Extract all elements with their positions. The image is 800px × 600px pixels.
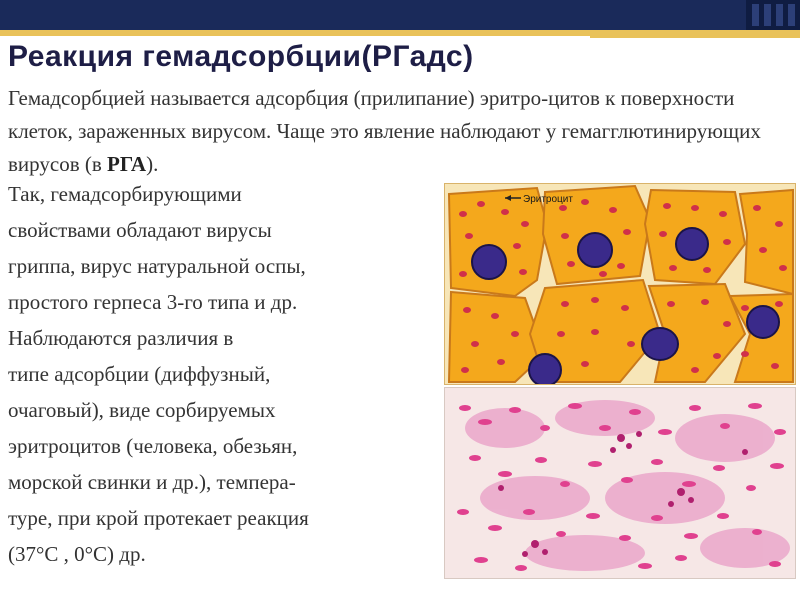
hemadsorption-illustration	[444, 183, 796, 385]
header-corner-pattern	[746, 0, 800, 30]
accent-line-thin	[590, 36, 800, 38]
body-line: Наблюдаются различия в	[8, 326, 234, 350]
body-line: эритроцитов (человека, обезьян,	[8, 434, 298, 458]
slide-title: Реакция гемадсорбции(РГадс)	[8, 40, 474, 73]
header-bar	[0, 0, 800, 30]
microscopy-photo	[444, 387, 796, 579]
figure-label-erythrocyte: Эритроцит	[523, 194, 573, 205]
body-line: простого герпеса 3-го типа и др.	[8, 290, 298, 314]
intro-bold: РГА	[107, 152, 147, 176]
body-text	[8, 176, 438, 572]
intro-tail: ).	[146, 152, 159, 176]
body-line: гриппа, вирус натуральной оспы,	[8, 254, 306, 278]
intro-lead: Гемадсорбцией называется адсорбция (прилипание) эритро-цитов к поверхности клеток, зараженных вирусом. Чаще это явление наблюдают у гемагглютинирующих вирусов (в	[8, 86, 761, 176]
intro-paragraph	[8, 82, 798, 181]
body-line: морской свинки и др.), темпера-	[8, 470, 296, 494]
body-line: туре, при крой протекает реакция	[8, 506, 309, 530]
body-line: свойствами обладают вирусы	[8, 218, 272, 242]
body-line: типе адсорбции (диффузный,	[8, 362, 271, 386]
body-line: Так, гемадсорбирующими	[8, 182, 242, 206]
body-line: (37°С , 0°С) др.	[8, 542, 146, 566]
body-line: очаговый), виде сорбируемых	[8, 398, 276, 422]
